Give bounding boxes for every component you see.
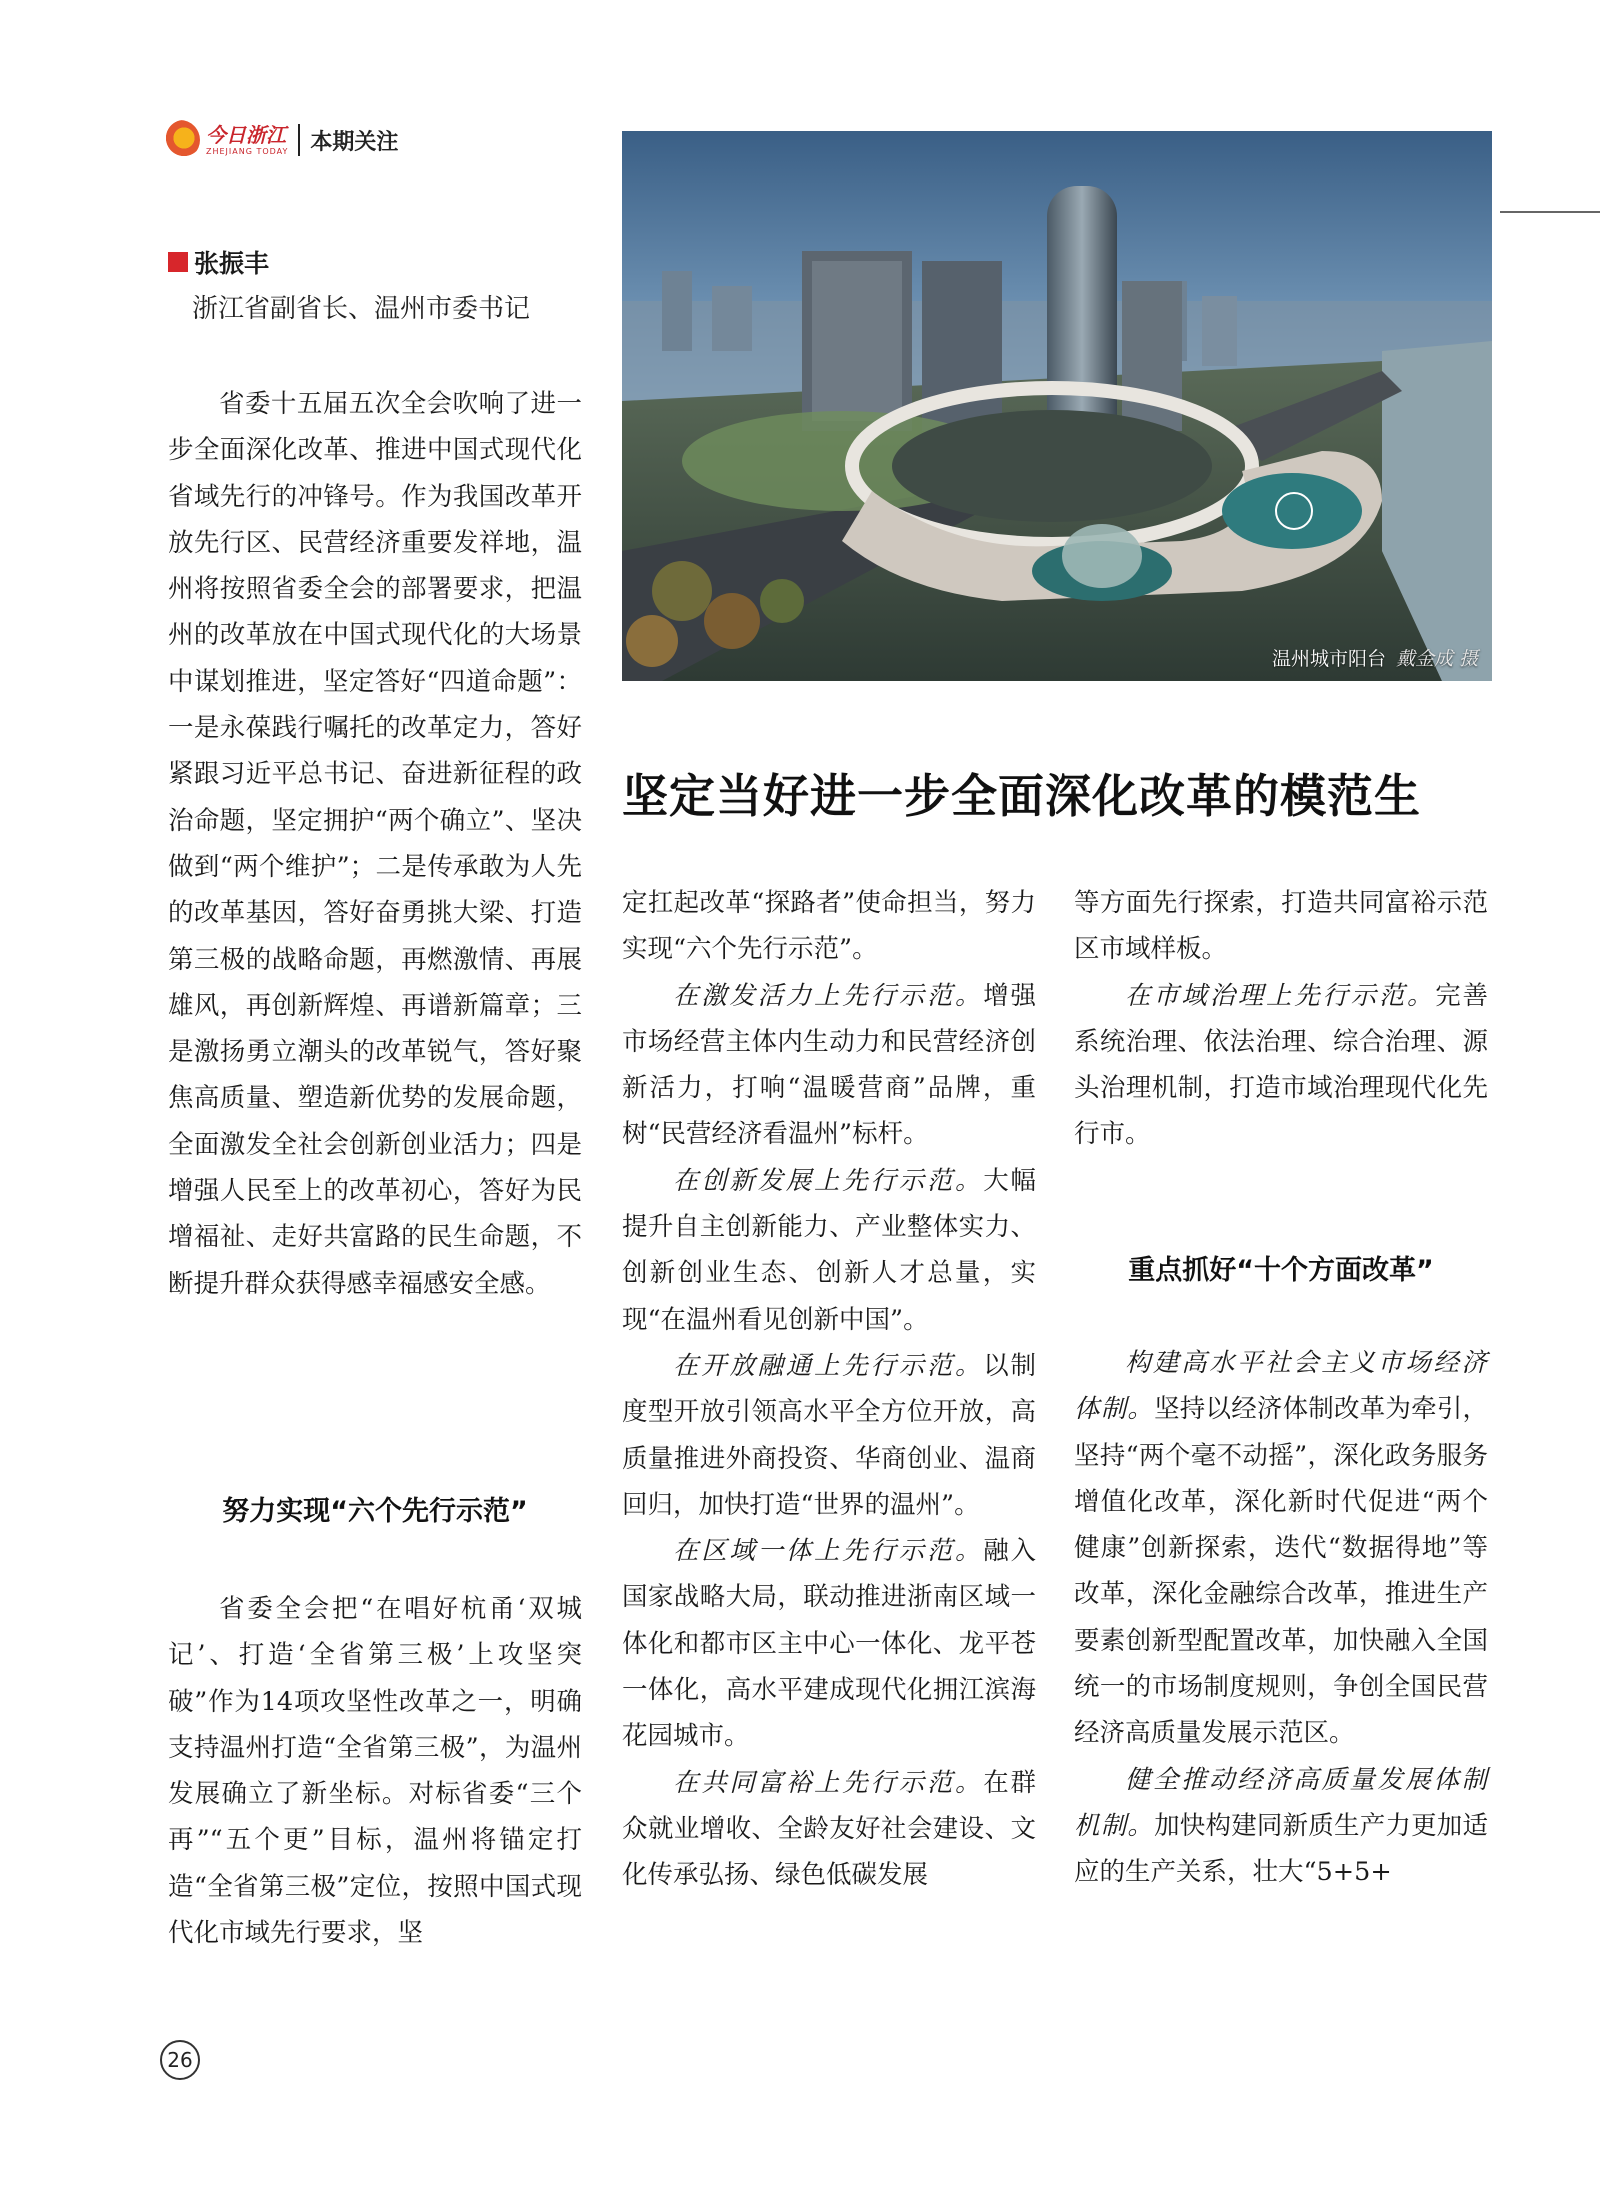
- city-balcony-photo: [622, 131, 1492, 681]
- paragraph: [622, 1760, 1036, 1899]
- paragraph: 等方面先行探索，打造共同富裕示范区市域样板。: [1074, 888, 1488, 965]
- paragraph: [1074, 1340, 1488, 1757]
- author-name-text: 张振丰: [194, 249, 270, 278]
- paragraph-lead: 在创新发展上先行示范。: [673, 1165, 984, 1196]
- author-name: [168, 244, 269, 280]
- column-3-lower: [1074, 1340, 1488, 1896]
- paragraph-lead: 在开放融通上先行示范。: [673, 1350, 984, 1381]
- paragraph: [622, 973, 1036, 1158]
- logo-en: ZHEJIANG TODAY: [206, 146, 289, 156]
- paragraph: 省委十五届五次全会吹响了进一步全面深化改革、推进中国式现代化省域先行的冲锋号。作为我国改革开放先行区、民营经济重要发祥地，温州将按照省委全会的部署要求，把温州的改革放在中国式现代化的大场景中谋划推进，坚定答好“四道命题”：一是永葆践行嘱托的改革定力，答好紧跟习近平总书记、奋进新征程的政治命题，坚定拥护“两个确立”、坚决做到“两个维护”；二是传承敢为人先的改革基因，答好奋勇挑大梁、打造第三极的战略命题，再燃激情、再展雄风，再创新辉煌、再谱新篇章；三是激扬勇立潮头的改革锐气，答好聚焦高质量、塑造新优势的发展命题，全面激发全社会创新创业活力；四是增强人民至上的改革初心，答好为民增福祉、走好共富路的民生命题，不断提升群众获得感幸福感安全感。: [168, 389, 582, 1299]
- paragraph-body: 融入国家战略大局，联动推进浙南区域一体化和都市区主中心一体化、龙平苍一体化，高水平建成现代化拥江滨海花园城市。: [622, 1536, 1036, 1752]
- author-title: 浙江省副省长、温州市委书记: [192, 294, 531, 324]
- page-number: 26: [160, 2040, 200, 2080]
- column-3: [1074, 880, 1488, 1158]
- subheading-ten-reforms: 重点抓好“十个方面改革”: [1128, 1255, 1434, 1286]
- photo-credit: 戴金成 摄: [1395, 648, 1478, 670]
- paragraph: [622, 1343, 1036, 1528]
- paragraph-lead: 在激发活力上先行示范。: [673, 980, 984, 1011]
- logo-cn: 今日浙江: [206, 122, 286, 147]
- subheading-six-demonstrations: 努力实现“六个先行示范”: [222, 1496, 528, 1527]
- headline: 坚定当好进一步全面深化改革的模范生: [622, 769, 1421, 823]
- paragraph: [622, 1528, 1036, 1759]
- column-1-lower: [168, 1586, 582, 1956]
- paragraph-body: 在群众就业增收、全龄友好社会建设、文化传承弘扬、绿色低碳发展: [622, 1767, 1036, 1891]
- photo-caption-text: 温州城市阳台: [1271, 648, 1386, 670]
- section-label: 本期关注: [310, 129, 399, 155]
- paragraph-body: 大幅提升自主创新能力、产业整体实力、创新创业生态、创新人才总量，实现“在温州看见创新中国”。: [622, 1165, 1036, 1335]
- photo-illustration: [622, 131, 1492, 681]
- masthead: [160, 116, 398, 164]
- masthead-divider: [298, 124, 300, 156]
- paragraph-lead: 构建高水平社会主义市场经济体制。: [1074, 1348, 1488, 1425]
- paragraph-body: 以制度型开放引领高水平全方位开放，高质量推进外商投资、华商创业、温商回归，加快打造“世界的温州”。: [622, 1350, 1036, 1520]
- paragraph-body: 增强市场经营主体内生动力和民营经济创新活力，打响“温暖营商”品牌，重树“民营经济看温州”标杆。: [622, 980, 1036, 1150]
- column-2: [622, 880, 1036, 1899]
- column-1: [168, 381, 582, 1307]
- paragraph: 省委全会把“在唱好杭甬‘双城记’、打造‘全省第三极’上攻坚突破”作为14项攻坚性改革之一，明确支持温州打造“全省第三极”，为温州发展确立了新坐标。对标省委“三个再”“五个更”目标，温州将锚定打造“全省第三极”定位，按照中国式现代化市域先行要求，坚: [168, 1594, 582, 1949]
- paragraph: [622, 1158, 1036, 1343]
- paragraph-lead: 在区域一体上先行示范。: [673, 1536, 984, 1567]
- paragraph-body: 加快构建同新质生产力更加适应的生产关系，壮大“5+5+: [1074, 1810, 1488, 1888]
- logo-icon: [160, 120, 200, 160]
- paragraph-lead: 健全推动经济高质量发展体制机制。: [1074, 1764, 1488, 1841]
- paragraph: [1074, 1757, 1488, 1896]
- paragraph: 定扛起改革“探路者”使命担当，努力实现“六个先行示范”。: [622, 888, 1036, 965]
- photo-caption: [1272, 644, 1478, 671]
- paragraph-lead: 在共同富裕上先行示范。: [673, 1767, 984, 1798]
- paragraph-body: 完善系统治理、依法治理、综合治理、源头治理机制，打造市域治理现代化先行市。: [1074, 980, 1488, 1150]
- red-square-icon: [168, 252, 188, 272]
- paragraph: [1074, 973, 1488, 1158]
- paragraph-body: 坚持以经济体制改革为牵引，坚持“两个毫不动摇”，深化政务服务增值化改革，深化新时代促进“两个健康”创新探索，迭代“数据得地”等改革，深化金融综合改革，推进生产要素创新型配置改革，加快融入全国统一的市场制度规则，争创全国民营经济高质量发展示范区。: [1074, 1394, 1488, 1749]
- logo: [206, 122, 289, 156]
- decorative-rule: [1500, 211, 1600, 213]
- paragraph-lead: 在市域治理上先行示范。: [1125, 980, 1436, 1011]
